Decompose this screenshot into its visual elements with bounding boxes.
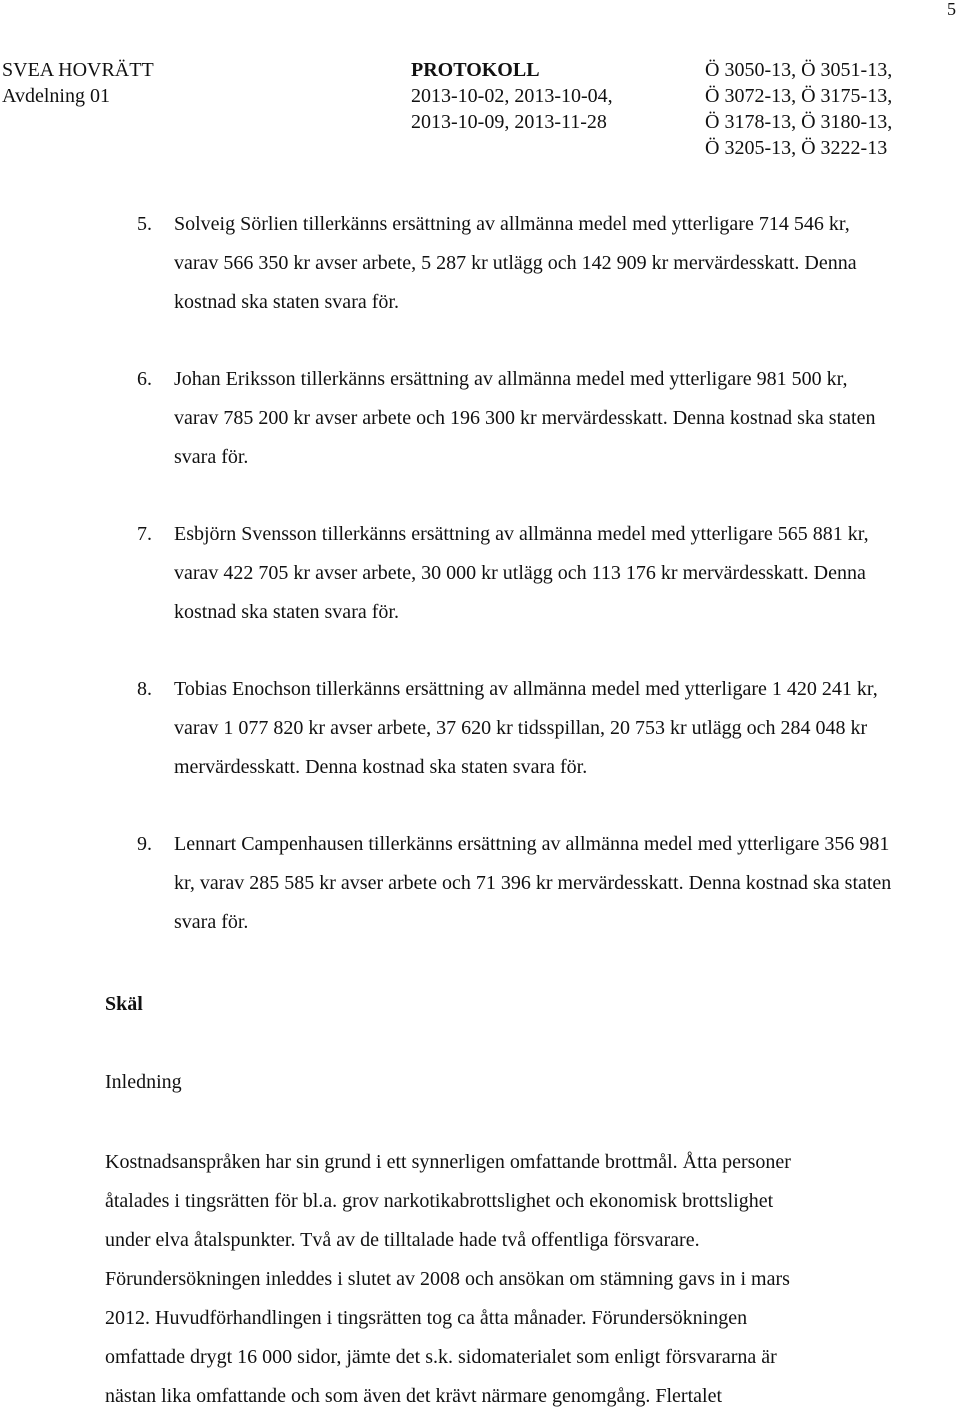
body-line: omfattade drygt 16 000 sidor, jämte det s.k. sidomaterialet som enligt försvararna är [105, 1346, 777, 1368]
case-number-line: Ö 3072-13, Ö 3175-13, [705, 85, 893, 107]
item-number: 8. [137, 678, 152, 700]
section-heading: Skäl [105, 993, 143, 1015]
court-block [2, 57, 154, 109]
protocol-date-line: 2013-10-09, 2013-11-28 [411, 111, 607, 133]
item-text: Lennart Campenhausen tillerkänns ersättning av allmänna medel med ytterligare 356 981 kr, varav 285 585 kr avser arbete och 71 396 kr mervärdesskatt. Denna kostnad ska staten svara för. [174, 833, 892, 933]
body-line: åtalades i tingsrätten för bl.a. grov narkotikabrottslighet och ekonomisk brottslighet [105, 1190, 774, 1212]
protocol-date-line: 2013-10-02, 2013-10-04, [411, 85, 613, 107]
item-number: 9. [137, 833, 152, 855]
body-paragraph [105, 1143, 895, 1416]
item-text: Johan Eriksson tillerkänns ersättning av allmänna medel med ytterligare 981 500 kr, varav 785 200 kr avser arbete och 196 300 kr mervärdesskatt. Denna kostnad ska staten svara för. [174, 368, 876, 468]
body-line: Kostnadsanspråken har sin grund i ett synnerligen omfattande brottmål. Åtta personer [105, 1151, 791, 1173]
item-text: Esbjörn Svensson tillerkänns ersättning av allmänna medel med ytterligare 565 881 kr, varav 422 705 kr avser arbete, 30 000 kr utlägg och 113 176 kr mervärdesskatt. Denna kostnad ska staten svara för. [174, 523, 869, 623]
protocol-block [411, 57, 613, 135]
court-name: SVEA HOVRÄTT [2, 59, 154, 81]
decision-item [0, 360, 960, 477]
body-line: under elva åtalspunkter. Två av de tilltalade hade två offentliga försvarare. [105, 1229, 700, 1251]
division-name: Avdelning 01 [2, 85, 110, 107]
decision-item [0, 670, 960, 787]
decision-items-list [0, 205, 960, 980]
subheading: Inledning [105, 1071, 182, 1093]
item-number: 6. [137, 368, 152, 390]
case-numbers-block [705, 57, 892, 161]
case-number-line: Ö 3050-13, Ö 3051-13, [705, 59, 893, 81]
body-line: nästan lika omfattande och som även det krävt närmare genomgång. Flertalet [105, 1385, 723, 1407]
document-type: PROTOKOLL [411, 59, 540, 81]
page-number: 5 [947, 0, 956, 19]
item-text: Solveig Sörlien tillerkänns ersättning av allmänna medel med ytterligare 714 546 kr, varav 566 350 kr avser arbete, 5 287 kr utlägg och 142 909 kr mervärdesskatt. Denna kostnad ska staten svara för. [174, 213, 857, 313]
case-number-line: Ö 3205-13, Ö 3222-13 [705, 137, 888, 159]
decision-item [0, 515, 960, 632]
decision-item [0, 205, 960, 322]
item-number: 7. [137, 523, 152, 545]
body-line: 2012. Huvudförhandlingen i tingsrätten tog ca åtta månader. Förundersökningen [105, 1307, 748, 1329]
decision-item [0, 825, 960, 942]
case-number-line: Ö 3178-13, Ö 3180-13, [705, 111, 893, 133]
item-text: Tobias Enochson tillerkänns ersättning av allmänna medel med ytterligare 1 420 241 kr, varav 1 077 820 kr avser arbete, 37 620 kr tidsspillan, 20 753 kr utlägg och 284 048 kr mervärdesskatt. Denna kostnad ska staten svara för. [174, 678, 878, 778]
item-number: 5. [137, 213, 152, 235]
body-line: Förundersökningen inleddes i slutet av 2008 och ansökan om stämning gavs in i mars [105, 1268, 790, 1290]
